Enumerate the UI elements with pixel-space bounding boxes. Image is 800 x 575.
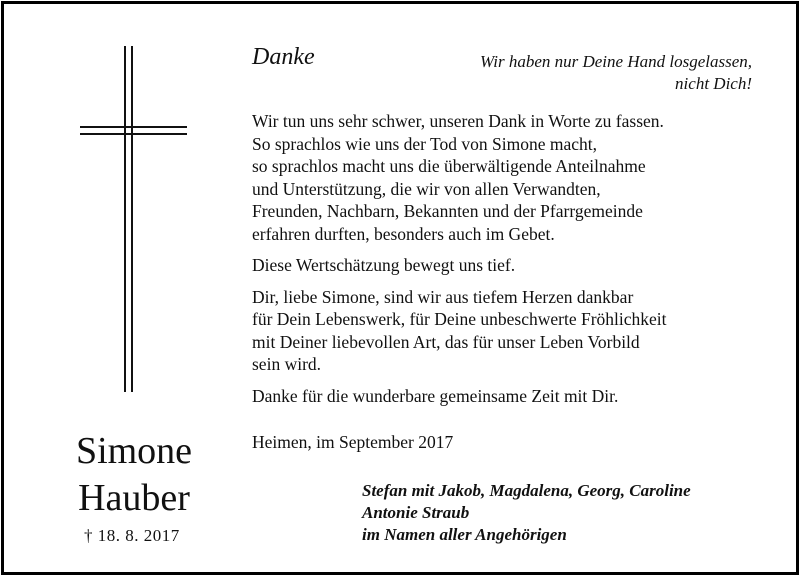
- signatures: [362, 480, 691, 546]
- cross-icon-vertical-right: [131, 46, 133, 392]
- signature-line: Antonie Straub: [362, 503, 470, 522]
- thanks-text: [252, 110, 762, 416]
- paragraph: Wir tun uns sehr schwer, unseren Dank in Worte zu fassen. So sprachlos wie uns der Tod von Simone macht, so sprachlos macht uns die überwältigende Anteilnahme und Unterstützung, die wir von allen Verwandten, Freunden, Nachbarn, Bekannten und der Pfarrgemeinde erfahren durften, besonders auch im Gebet.: [252, 111, 664, 244]
- motto: [480, 51, 752, 95]
- deceased-first-name: Simone: [75, 430, 193, 472]
- motto-line: Wir haben nur Deine Hand losgelassen,: [480, 52, 752, 71]
- signature-line: im Namen aller Angehörigen: [362, 525, 567, 544]
- cross-icon-horizontal-bottom: [80, 133, 187, 135]
- cross-icon-horizontal-top: [80, 126, 187, 128]
- death-date: † 18. 8. 2017: [84, 526, 180, 545]
- deceased-last-name: Hauber: [78, 477, 190, 519]
- paragraph: Danke für die wunderbare gemeinsame Zeit mit Dir.: [252, 385, 619, 406]
- cross-icon-vertical-left: [124, 46, 126, 392]
- signature-line: Stefan mit Jakob, Magdalena, Georg, Caroline: [362, 481, 691, 500]
- thanks-heading: Danke: [252, 44, 315, 70]
- place-and-date: Heimen, im September 2017: [252, 432, 454, 452]
- paragraph: Diese Wertschätzung bewegt uns tief.: [252, 255, 516, 275]
- motto-line: nicht Dich!: [675, 74, 752, 93]
- obituary-frame: [1, 1, 799, 575]
- paragraph: Dir, liebe Simone, sind wir aus tiefem Herzen dankbar für Dein Lebenswerk, für Deine unbeschwerte Fröhlichkeit mit Deiner liebevollen Art, das für unser Leben Vorbild sein wird.: [252, 286, 667, 374]
